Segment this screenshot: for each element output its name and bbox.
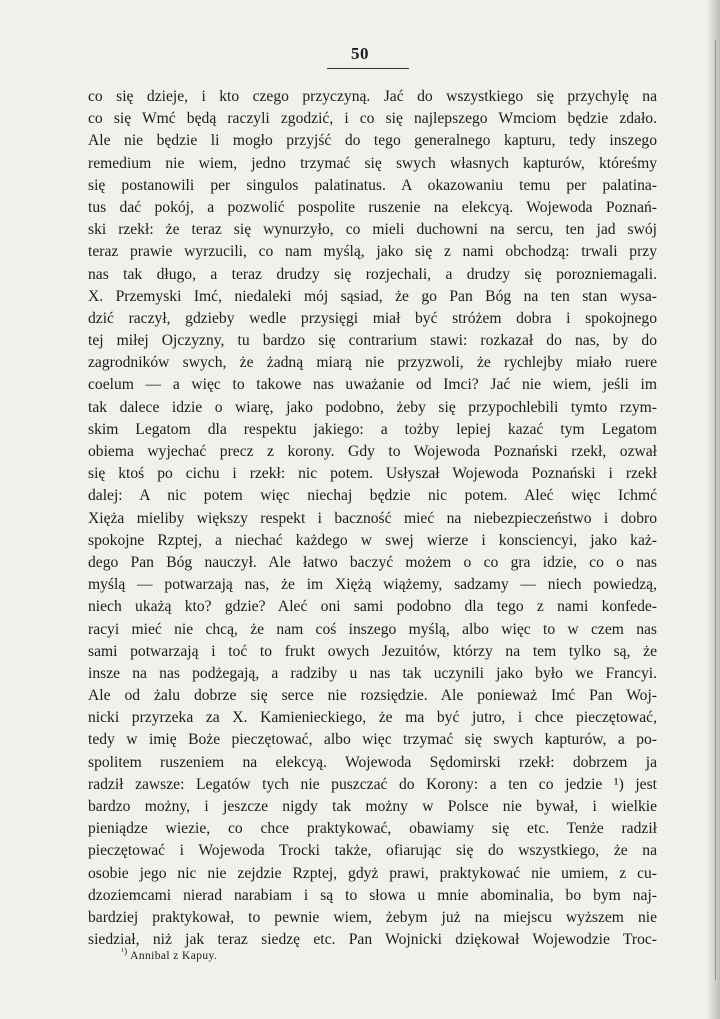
text-line: Xięża mieliby większy respekt i baczność mieć na niebezpieczeństwo i dobro: [88, 509, 657, 527]
footnote: [121, 946, 217, 962]
text-line: myślą — potwarzają nas, że im Xiężą wiążemy, sadzamy — niech powiedzą,: [88, 576, 657, 594]
text-line: nas tak długo, a teraz drudzy się rozjechali, a drudzy się porozniemagali.: [88, 265, 657, 283]
text-line: osobie jego nic nie zejdzie Rzptej, gdyż prawi, praktykować nie umiem, z cu-: [88, 864, 657, 882]
page-number: 50: [351, 44, 369, 63]
footnote-text: Annibal z Kapuy.: [130, 949, 218, 962]
text-line: racyi mieć nie chcą, że nam coś inszego myślą, albo więc to w czem nas: [88, 620, 657, 638]
text-line: Ale nie będzie li mogło przyjść do tego generalnego kapturu, tedy inszego: [88, 132, 657, 150]
text-line: insze na nas podżegają, a radziby u nas tak uczynili jako było we Francyi.: [88, 664, 657, 682]
text-line: tus dać pokój, a pozwolić pospolite ruszenie na elekcyą. Wojewoda Poznań-: [88, 198, 657, 216]
text-line: dalej: A nic potem więc niechaj będzie nic potem. Aleć więc Ichmć: [88, 487, 657, 505]
text-line: dzoziemcami nierad narabiam i są to słowa u mnie abominalia, bo bym naj-: [88, 886, 657, 904]
page-edge-shadow: [706, 0, 720, 1019]
body-text: [88, 86, 657, 951]
text-line: coelum — a więc to takowe nas uważanie od Imci? Jać nie wiem, jeśli im: [88, 376, 657, 394]
text-line: bardziej praktykował, to pewnie wiem, żebym już na miejscu wyższem nie: [88, 908, 657, 926]
text-line: Ale od żalu dobrze się serce nie rozsiędzie. Ale ponieważ Imć Pan Woj-: [88, 687, 657, 705]
text-line: remedium nie wiem, jedno trzymać się swych własnych kapturów, któreśmy: [88, 154, 657, 172]
text-line: sami potwarzają i toć to frukt owych Jezuitów, którzy na tem tylko są, że: [88, 642, 657, 660]
footnote-marker: ¹): [121, 946, 128, 956]
page-number-rule: [327, 68, 409, 69]
text-line: bardzo możny, i jeszcze nigdy tak możny w Polsce nie bywał, i wielkie: [88, 798, 657, 815]
text-line: X. Przemyski Imć, niedaleki mój sąsiad, że go Pan Bóg na ten stan wysa-: [88, 287, 657, 305]
text-line: dego Pan Bóg nauczył. Ale łatwo baczyć możem o co gra idzie, co o nas: [88, 553, 657, 571]
text-line: obiema wyjechać precz z korony. Gdy to Wojewoda Poznański rzekł, ozwał: [88, 443, 657, 460]
text-line: się ktoś po cichu i rzekł: nic potem. Usłyszał Wojewoda Poznański i rzekł: [88, 465, 657, 483]
text-line: teraz prawie wyrzucili, co nam myślą, jako się z nami obchodzą: trwali przy: [88, 243, 657, 261]
text-line: tej miłej Ojczyzny, tu bardzo się contrarium stawi: rozkazał do nas, by do: [88, 332, 657, 350]
text-line: ski rzekł: że teraz się wynurzyło, co mieli duchowni na sercu, ten jad swój: [88, 221, 657, 239]
page-edge-line: [715, 40, 716, 980]
text-line: tedy w imię Boże pieczętować, albo więc trzymać się swych kapturów, a po-: [88, 731, 657, 749]
text-line: niech ukażą kto? gdzie? Aleć oni sami podobno dla tego z nami konfede-: [88, 598, 657, 616]
text-line: nicki przyrzeka za X. Kamienieckiego, że ma być jutro, i chce pieczętować,: [88, 709, 657, 727]
text-line: się postanowili per singulos palatinatus. A okazowaniu temu per palatina-: [88, 176, 657, 194]
text-line: dzić raczył, gdzieby wedle przysięgi miał być stróżem dobra i spokojnego: [88, 309, 657, 327]
text-line: tak dalece idzie o wiarę, jako podobno, żeby się przypochlebili tymto rzym-: [88, 398, 657, 416]
text-line: co się dzieje, i kto czego przyczyną. Jać do wszystkiego się przychylę na: [88, 88, 657, 105]
text-line: zagrodników swych, że żadną miarą nie przyzwoli, że rychlejby miało ruere: [88, 354, 657, 372]
text-line: siedział, niż jak teraz siedzę etc. Pan Wojnicki dziękował Wojewodzie Troc-: [88, 931, 657, 949]
text-line: pieniądze wiezie, co chce praktykować, obawiamy się etc. Tenże radził: [88, 820, 657, 838]
text-line: pieczętować i Wojewoda Trocki także, ofiarując się do wszystkiego, że na: [88, 842, 657, 860]
text-line: co się Wmć będą raczyli zgodzić, i co się najlepszego Wmciom będzie zdało.: [88, 110, 657, 128]
text-line: spolitem ruszeniem na elekcyą. Wojewoda Sędomirski rzekł: dobrzem ja: [88, 753, 657, 771]
text-line: skim Legatom dla respektu jakiego: a tożby lepiej kazać tym Legatom: [88, 420, 657, 438]
text-line: spokojne Rzptej, a niechać każdego w swej wierze i konsciencyi, jako każ-: [88, 531, 657, 549]
text-line: radził zawsze: Legatów tych nie puszczać do Korony: a ten co jedzie ¹) jest: [88, 775, 657, 793]
